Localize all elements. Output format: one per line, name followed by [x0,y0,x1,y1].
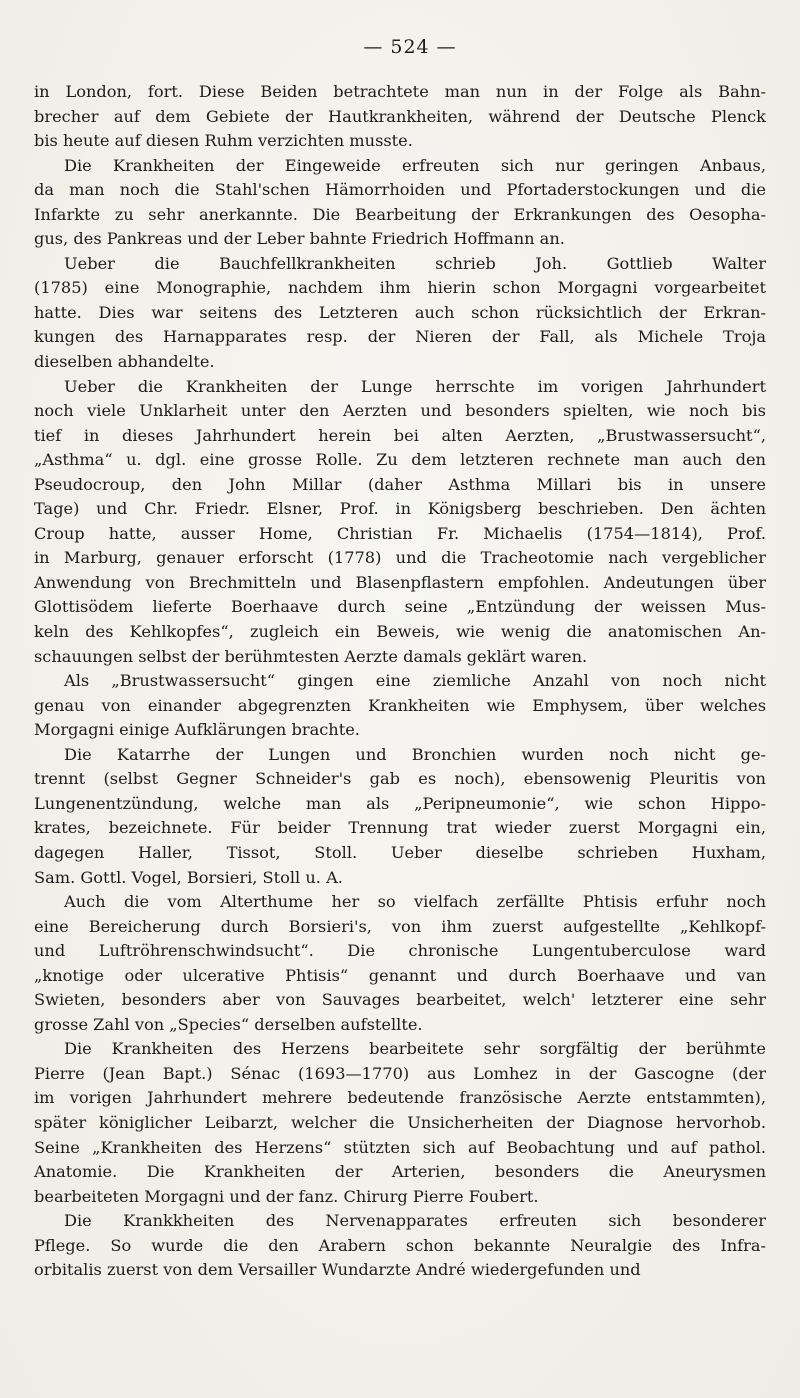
paragraph [34,669,766,743]
text-line: bis heute auf diesen Ruhm verzichten musste. [34,131,413,151]
text-line: Die Krankkheiten des Nervenapparates erfreuten sich besonderer [64,1211,766,1231]
text-line: dieselben abhandelte. [34,352,215,372]
text-line: Seine „Krankheiten des Herzens“ stützten sich auf Beobachtung und auf pathol. [34,1137,766,1157]
text-line: Anatomie. Die Krankheiten der Arterien, besonders die Aneurysmen [34,1162,766,1182]
text-line: bearbeiteten Morgagni und der fanz. Chirurg Pierre Foubert. [34,1186,539,1206]
paragraph [34,154,766,252]
text-line: in London, fort. Diese Beiden betrachtete man nun in der Folge als Bahn- [34,82,766,101]
text-line: Croup hatte, ausser Home, Christian Fr. Michaelis (1754—1814), Prof. [34,523,766,543]
text-line: Infarkte zu sehr anerkannte. Die Bearbeitung der Erkrankungen des Oesopha- [34,204,766,224]
text-line: Sam. Gottl. Vogel, Borsieri, Stoll u. A. [34,867,343,887]
text-line: orbitalis zuerst von dem Versailler Wundarzte André wiedergefunden und [34,1260,641,1280]
paragraph [34,1037,766,1209]
body-text [34,80,766,1283]
text-line: und Luftröhrenschwindsucht“. Die chronische Lungentuberculose ward [34,941,766,961]
text-line: Pflege. So wurde die den Arabern schon bekannte Neuralgie des Infra- [34,1235,766,1255]
text-line: da man noch die Stahl'schen Hämorrhoiden und Pfortaderstockungen und die [34,180,766,200]
text-line: Als „Brustwassersucht“ gingen eine ziemliche Anzahl von noch nicht [64,671,766,691]
text-line: Die Katarrhe der Lungen und Bronchien wurden noch nicht ge- [64,744,766,764]
text-line: grosse Zahl von „Species“ derselben aufstellte. [34,1014,423,1034]
text-line: genau von einander abgegrenzten Krankheiten wie Emphysem, über welches [34,695,766,715]
text-line: Morgagni einige Aufklärungen brachte. [34,720,360,740]
text-line: gus, des Pankreas und der Leber bahnte Friedrich Hoffmann an. [34,229,565,249]
text-line: Ueber die Bauchfellkrankheiten schrieb Joh. Gottlieb Walter [64,253,766,273]
text-line: hatte. Dies war seitens des Letzteren auch schon rücksichtlich der Erkran- [34,302,766,322]
text-line: noch viele Unklarheit unter den Aerzten und besonders spielten, wie noch bis [34,401,766,421]
text-line: „Asthma“ u. dgl. eine grosse Rolle. Zu dem letzteren rechnete man auch den [34,450,766,470]
text-line: (1785) eine Monographie, nachdem ihm hierin schon Morgagni vorgearbeitet [34,278,766,298]
text-line: Ueber die Krankheiten der Lunge herrschte im vorigen Jahrhundert [64,376,766,396]
text-line: eine Bereicherung durch Borsieri's, von ihm zuerst aufgestellte „Kehlkopf- [34,916,766,936]
paragraph [34,743,766,890]
text-line: schauungen selbst der berühmtesten Aerzte damals geklärt waren. [34,646,588,666]
text-line: im vorigen Jahrhundert mehrere bedeutende französische Aerzte entstammten), [34,1088,766,1108]
text-line: dagegen Haller, Tissot, Stoll. Ueber dieselbe schrieben Huxham, [34,842,766,862]
text-line: brecher auf dem Gebiete der Hautkrankheiten, während der Deutsche Plenck [34,106,766,126]
text-line: später königlicher Leibarzt, welcher die Unsicherheiten der Diagnose hervorhob. [34,1112,766,1132]
text-line: Auch die vom Alterthume her so vielfach zerfällte Phtisis erfuhr noch [64,892,766,912]
paragraph [34,1209,766,1283]
text-line: keln des Kehlkopfes“, zugleich ein Beweis, wie wenig die anatomischen An- [34,622,766,642]
text-line: Pseudocroup, den John Millar (daher Asthma Millari bis in unsere [34,474,766,494]
text-line: kungen des Harnapparates resp. der Nieren der Fall, als Michele Troja [34,327,766,347]
text-line: Anwendung von Brechmitteln und Blasenpflastern empfohlen. Andeutungen über [34,572,766,592]
text-line: „knotige oder ulcerative Phtisis“ genannt und durch Boerhaave und van [34,965,766,985]
paragraph [34,375,766,670]
paragraph [34,80,766,154]
text-line: trennt (selbst Gegner Schneider's gab es noch), ebensowenig Pleuritis von [34,769,766,789]
paragraph [34,890,766,1037]
text-line: tief in dieses Jahrhundert herein bei alten Aerzten, „Brustwassersucht“, [34,425,766,445]
text-line: Lungenentzündung, welche man als „Peripneumonie“, wie schon Hippo- [34,793,766,813]
text-line: Die Krankheiten des Herzens bearbeitete sehr sorgfältig der berühmte [64,1039,766,1059]
text-line: Pierre (Jean Bapt.) Sénac (1693—1770) aus Lomhez in der Gascogne (der [34,1063,766,1083]
text-line: krates, bezeichnete. Für beider Trennung trat wieder zuerst Morgagni ein, [34,818,766,838]
page-number: — 524 — [363,36,457,58]
text-line: in Marburg, genauer erforscht (1778) und die Tracheotomie nach vergeblicher [34,548,766,568]
text-line: Swieten, besonders aber von Sauvages bearbeitet, welch' letzterer eine sehr [34,990,766,1010]
text-line: Glottisödem lieferte Boerhaave durch seine „Entzündung der weissen Mus- [34,597,766,617]
paragraph [34,252,766,375]
text-line: Tage) und Chr. Friedr. Elsner, Prof. in Königsberg beschrieben. Den ächten [34,499,766,519]
text-line: Die Krankheiten der Eingeweide erfreuten sich nur geringen Anbaus, [64,155,766,175]
